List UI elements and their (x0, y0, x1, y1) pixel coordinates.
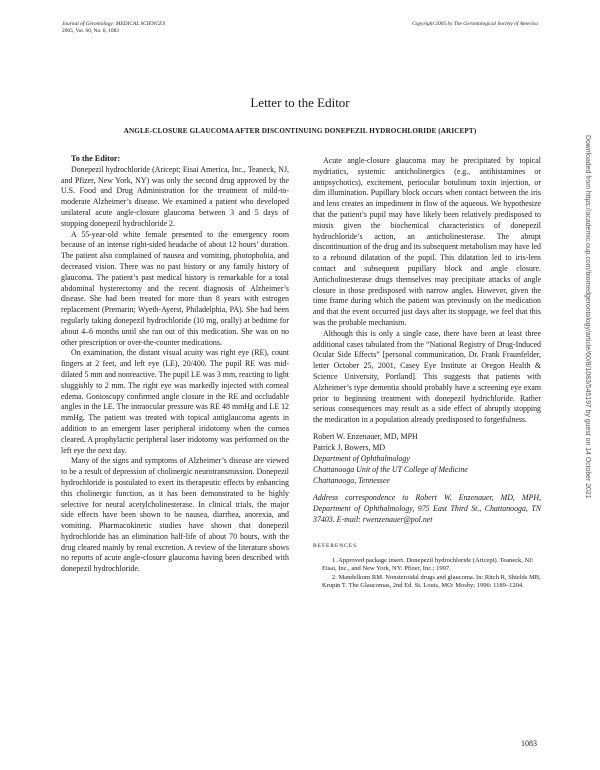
paragraph: A 55-year-old white female presented to the emergency room because of an intense right-sided headache of about 12 hours’ duration. The patient also complained of nausea and vomiting, photophobia, and decreased vision. There was no past history or any family history of glaucoma. The patient’s past medical history is remarkable for a total abdominal hysterectomy and the recent diagnosis of Alzheimer’s disease. She had been treated for more than 8 years with estrogen replacement (Premarin; Wyeth-Ayerst, Philadelphia, PA). She had been regularly taking donepezil hydrochloride (10 mg, orally) at bedtime for about 4–6 months until she ran out of this medication. She was on no other prescription or over-the-counter medications. (61, 229, 289, 347)
paragraph: Acute angle-closure glaucoma may be precipitated by topical mydriatics, systemic anticholinergics (e.g., antihistamines or antipsychotics), excitement, periocular botulinum toxin injection, or dim illumination. Pupillary block occurs when contact between the iris and lens creates an impediment in flow of the aqueous. We hypothesize that the patient’s pupil may have likely been relatively predisposed to miosis given the biochemical characteristics of donepezil hydrochloride’s action, an anticholinesterase. The abrupt discontinuation of the drug and its subsequent metabolism may have led to a rebound dilatation of the pupil. This dilatation led to iris-lens contact and subsequent pupillary block and angle closure. Anticholinesterase drugs themselves may precipitate attacks of angle closure in those predisposed with narrow angles. However, given the time frame during which the patient was previously on the medication and that the event occurred just days after its stoppage, we feel that this was the probable mechanism. (313, 156, 541, 327)
reference-item: 2. Mandelkorn RM. Nonsteroidal drugs and glaucoma. In: Ritch R, Shields MB, Krupin T. The Glaucomas, 2nd Ed. St. Louis, MO: Mosby; 1996: 1189–1204. (322, 573, 541, 589)
download-watermark: Downloaded from https://academic.oup.com/biomedgerontology/article/60/8/1083/545197 by guest on 14 October 2021 (584, 135, 591, 499)
right-column (313, 156, 541, 590)
salutation: To the Editor: (71, 154, 121, 163)
affiliation-line: Chattanooga, Tennessee (313, 475, 390, 485)
page-number: 1083 (521, 739, 537, 748)
journal-volume: 2005, Vol. 60, No. 8, 1083 (62, 27, 120, 34)
paragraph: Many of the signs and symptoms of Alzheimer’s disease are viewed to be a result of depression of cholinergic neurotransmission. Donepezil hydrochloride is postulated to exert its therapeutic effects by enhancing this cholinergic function, as it has been demonstrated to be highly selective for neural acetylcholinesterase. In clinical trials, the major side effects have been shown to be nausea, diarrhea, anorexia, and vomiting. Pharmacokinetic studies have shown that donepezil hydrochloride has an elimination half-life of about 70 hours, with the drug cleared mainly by renal excretion. A review of the literature shows no reports of acute angle-closure glaucoma having been described with donepezil hydrochloride. (61, 456, 289, 574)
references-heading: REFERENCES (313, 543, 358, 550)
author-name: Patrick J. Bowers, MD (313, 443, 386, 453)
affiliation-line: Department of Ophthalmology (313, 454, 410, 464)
page-title: Letter to the Editor (250, 95, 350, 110)
reference-item: 1. Approved package insert. Donepezil hydrochloride (Aricept). Teaneck, NJ: Eisai, Inc., and New York, NY: Pfizer, Inc.; 1997. (322, 557, 534, 573)
copyright-notice: Copyright 2005 by The Gerontological Society of America (412, 21, 538, 27)
journal-header (62, 21, 165, 34)
correspondence-address: Address correspondence to Robert W. Enzenauer, MD, MPH, Department of Ophthalmology, 975 East Third St., Chattanooga, TN 37403. E-mail: rwenzenauer@pol.net (313, 492, 541, 524)
author-name: Robert W. Enzenauer, MD, MPH (313, 432, 418, 442)
paragraph: On examination, the distant visual acuity was right eye (RE), count fingers at 2 feet, and left eye (LE), 20/400. The pupil RE was mid-dilated 5 mm and nonreactive. The pupil LE was 3 mm, reacting to light sluggishly to 2 mm. The right eye was markedly injected with corneal edema. Gonioscopy confirmed angle closure in the RE and occludable angles in the LE. The intraocular pressure was RE 48 mmHg and LE 12 mmHg. The patient was treated with topical antiglaucoma agents in addition to an emergent laser peripheral iridotomy when the cornea cleared. A prophylactic peripheral laser iridotomy was performed on the left eye the next day. (61, 348, 289, 455)
left-column (61, 154, 289, 575)
paragraph: Although this is only a single case, there have been at least three additional cases tabulated from the “National Registry of Drug-Induced Ocular Side Effects” [personal communication, Dr. Frank Fraunfelder, letter October 25, 2001, Casey Eye Institute at Oregon Health & Science University, Portland]. This suggests that patients with Alzheimer’s type dementia should probably have a screening eye exam prior to beginning treatment with donepezil hydrichloride. Rather serious consequences may result as a side effect of abruptly stopping the medication in a population already predisposed to forgetfulness. (313, 328, 541, 425)
affiliation-line: Chattanooga Unit of the UT College of Medicine (313, 464, 468, 474)
article-subtitle: ANGLE-CLOSURE GLAUCOMA AFTER DISCONTINUING DONEPEZIL HYDROCHLORIDE (ARICEPT) (123, 127, 477, 135)
journal-name: Journal of Gerontology: MEDICAL SCIENCES (62, 21, 166, 27)
paragraph: Donepezil hydrochloride (Aricept; Eisai America, Inc., Teaneck, NJ, and Pfizer, New York, NY) was only the second drug approved by the U.S. Food and Drug Administration for the treatment of mild-to-moderate Alzheimer’s disease. We examined a patient who developed unilateral acute angle-closure glaucoma between 3 and 5 days of stopping donepezil hydrochloride 2. (61, 164, 289, 228)
